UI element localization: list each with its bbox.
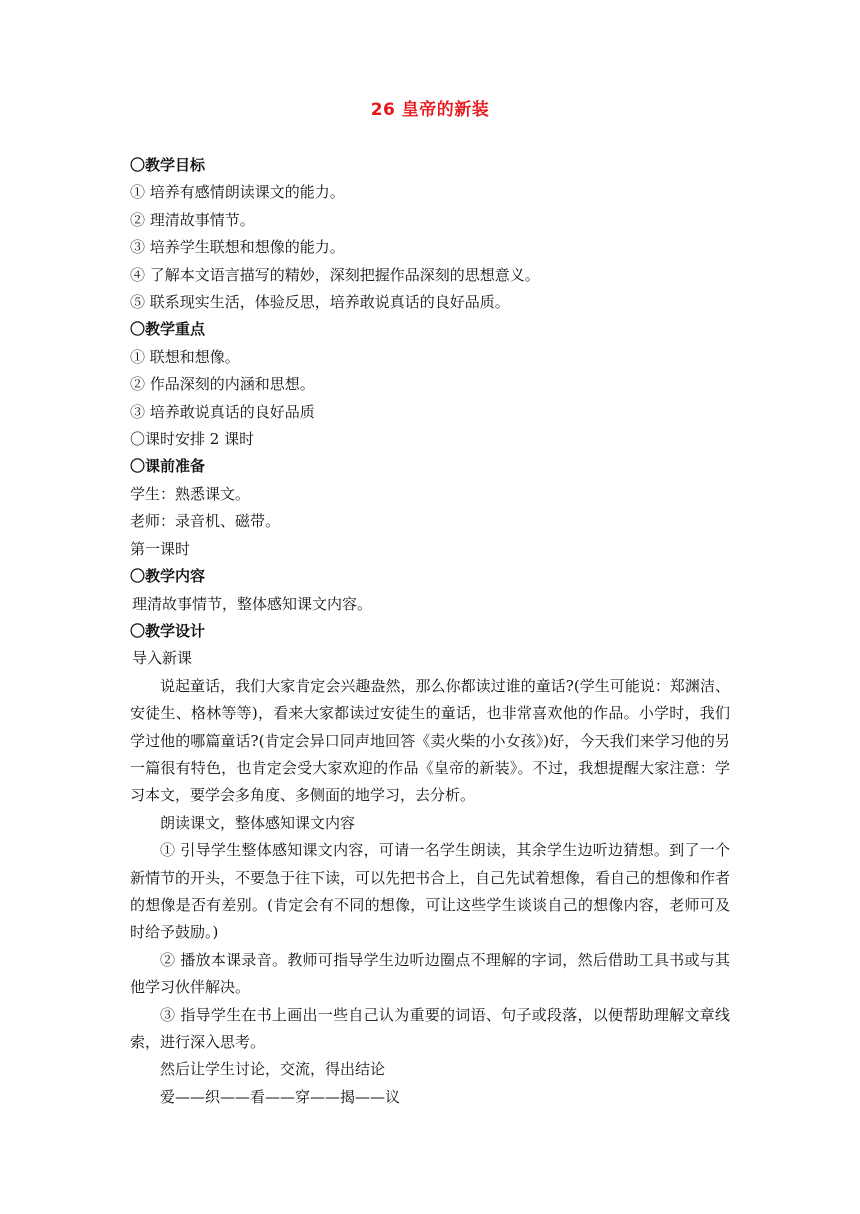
paragraph-step-3: ③ 指导学生在书上画出一些自己认为重要的词语、句子或段落，以便帮助理解文章线索，进行深入思考。	[130, 1005, 730, 1051]
goal-item-5: ⑤ 联系现实生活，体验反思，培养敢说真话的良好品质。	[130, 293, 510, 312]
preparation-students: 学生：熟悉课文。	[130, 484, 251, 503]
document-body	[130, 152, 730, 1111]
section-heading-key-points: 〇教学重点	[130, 320, 206, 339]
intro-new-lesson: 导入新课	[132, 649, 193, 668]
goal-item-3: ③ 培养学生联想和想像的能力。	[130, 238, 345, 257]
section-heading-content: 〇教学内容	[130, 567, 206, 586]
key-point-item-2: ② 作品深刻的内涵和思想。	[130, 375, 315, 394]
preparation-teacher: 老师：录音机、磁带。	[130, 512, 281, 531]
goal-item-1: ① 培养有感情朗读课文的能力。	[130, 183, 345, 202]
paragraph-plot-sequence: 爱——织——看——穿——揭——议	[160, 1087, 401, 1106]
paragraph-discussion: 然后让学生讨论，交流，得出结论	[160, 1060, 386, 1079]
section-heading-design: 〇教学设计	[130, 621, 206, 640]
section-heading-preparation: 〇课前准备	[130, 457, 206, 476]
key-point-item-1: ① 联想和想像。	[130, 347, 240, 366]
document-title: 26 皇帝的新装	[370, 100, 490, 120]
paragraph-reading-heading: 朗读课文，整体感知课文内容	[160, 813, 356, 832]
goal-item-4: ④ 了解本文语言描写的精妙，深刻把握作品深刻的思想意义。	[130, 265, 540, 284]
goal-item-2: ② 理清故事情节。	[130, 210, 255, 229]
content-line: 理清故事情节，整体感知课文内容。	[132, 594, 373, 613]
paragraph-introduction: 说起童话，我们大家肯定会兴趣盎然，那么你都读过谁的童话?(学生可能说：郑渊洁、安徒生、格林等等)，看来大家都读过安徒生的童话，也非常喜欢他的作品。小学时，我们学过他的哪篇童话?(肯定会异口同声地回答《卖火柴的小女孩》)好，今天我们来学习他的另一篇很有特色，也肯定会受大家欢迎的作品《皇帝的新装》。不过，我想提醒大家注意：学习本文，要学会多角度、多侧面的地学习，去分析。	[130, 676, 730, 805]
key-point-item-3: ③ 培养敢说真话的良好品质	[130, 402, 315, 421]
paragraph-step-2: ② 播放本课录音。教师可指导学生边听边圈点不理解的字词，然后借助工具书或与其他学习伙伴解决。	[130, 950, 730, 997]
class-hours-line: 〇课时安排 2 课时	[130, 430, 255, 449]
first-lesson-label: 第一课时	[130, 539, 191, 558]
section-heading-teaching-goals: 〇教学目标	[130, 156, 206, 174]
paragraph-step-1: ① 引导学生整体感知课文内容，可请一名学生朗读，其余学生边听边猜想。到了一个新情节的开头，不要急于往下读，可以先把书合上，自己先试着想像，看自己的想像和作者的想像是否有差别。(肯定会有不同的想像，可让这些学生谈谈自己的想像内容，老师可及时给予鼓励。)	[130, 841, 731, 942]
